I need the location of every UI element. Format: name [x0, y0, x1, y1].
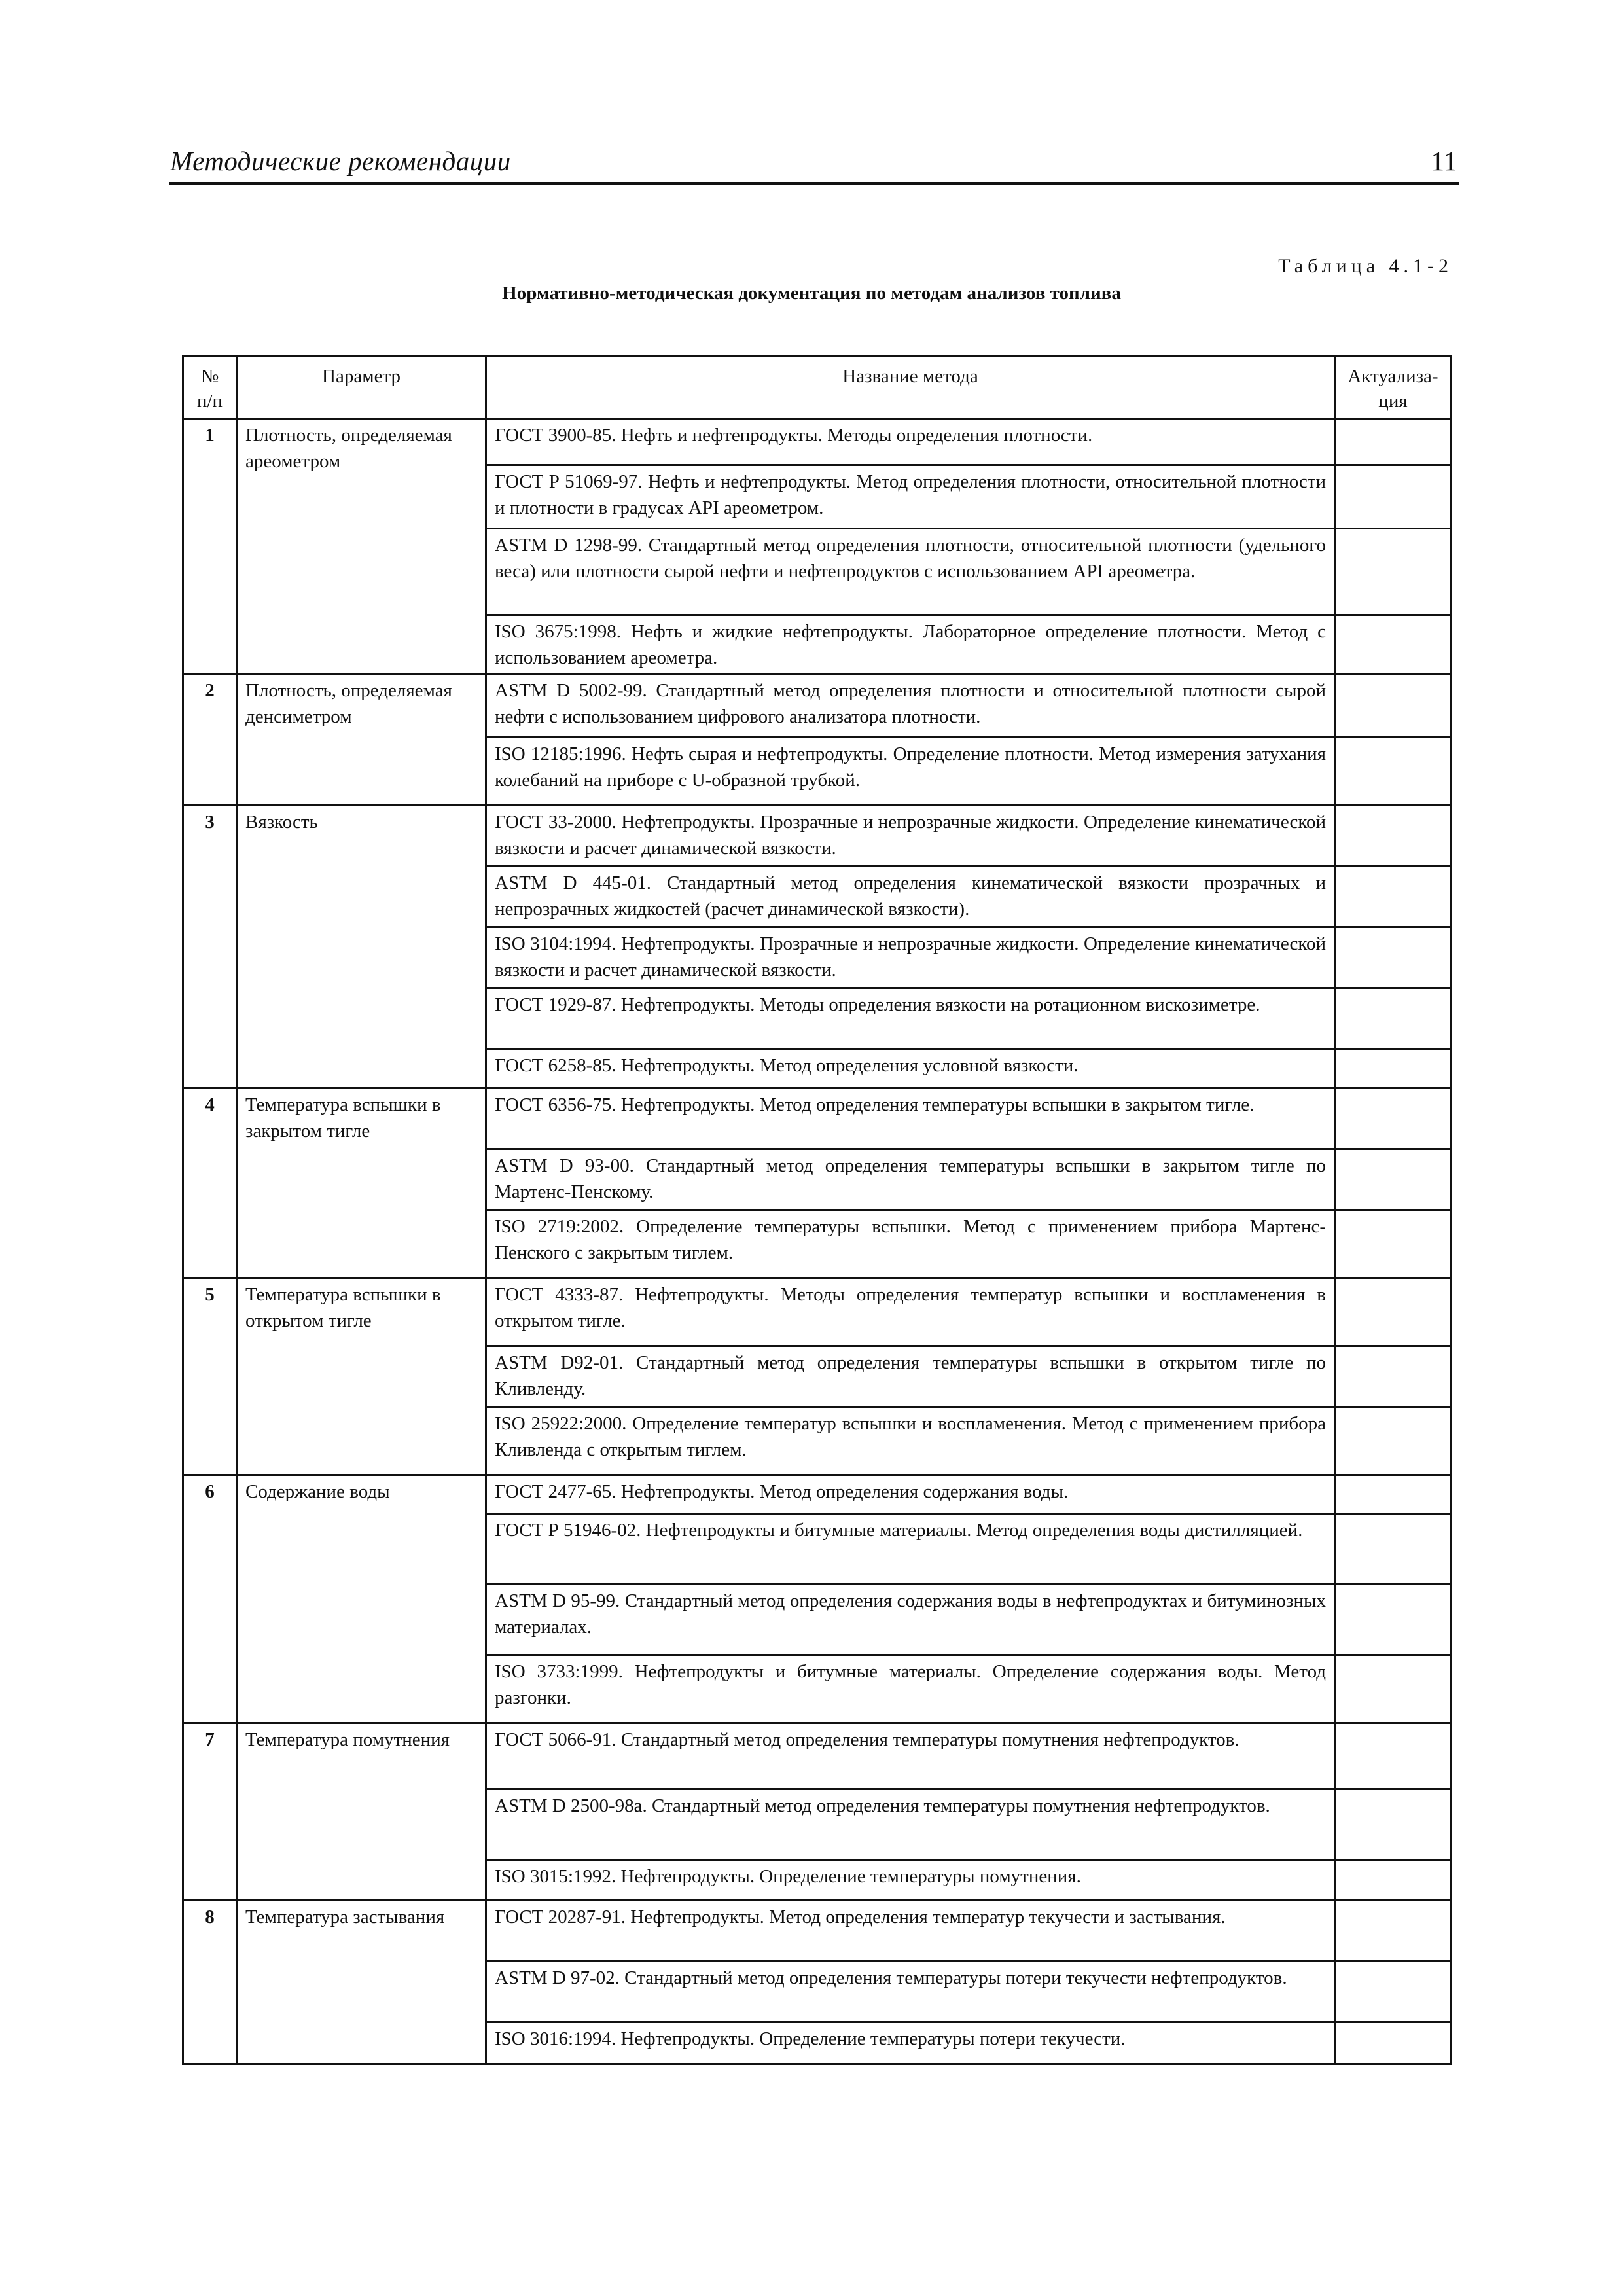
method-cell: ГОСТ 3900-85. Нефть и нефтепродукты. Методы определения плотности.	[486, 419, 1335, 465]
row-number: 3	[183, 806, 237, 1088]
method-cell: ISO 3675:1998. Нефть и жидкие нефтепродукты. Лабораторное определение плотности. Метод с использованием ареометра.	[486, 615, 1335, 674]
actualization-cell	[1335, 738, 1452, 806]
parameter-cell: Плотность, определяемая ареометром	[237, 419, 486, 674]
parameter-cell: Температура застывания	[237, 1901, 486, 2064]
method-cell: ГОСТ 33-2000. Нефтепродукты. Прозрачные и непрозрачные жидкости. Определение кинематической вязкости и расчет динамической вязкости.	[486, 806, 1335, 867]
method-cell: ASTM D 2500-98a. Стандартный метод определения температуры помутнения нефтепродуктов.	[486, 1789, 1335, 1860]
method-cell: ГОСТ 20287-91. Нефтепродукты. Метод определения температур текучести и застывания.	[486, 1901, 1335, 1962]
actualization-cell	[1335, 674, 1452, 738]
row-number: 6	[183, 1475, 237, 1723]
actualization-cell	[1335, 1407, 1452, 1475]
row-number: 7	[183, 1723, 237, 1901]
method-cell: ГОСТ 6258-85. Нефтепродукты. Метод определения условной вязкости.	[486, 1049, 1335, 1088]
actualization-cell	[1335, 806, 1452, 867]
actualization-cell	[1335, 1210, 1452, 1278]
header-actual: Актуализа-ция	[1335, 357, 1452, 419]
actualization-cell	[1335, 419, 1452, 465]
actualization-cell	[1335, 1962, 1452, 2022]
page-header	[169, 139, 1459, 185]
parameter-cell: Температура вспышки в открытом тигле	[237, 1278, 486, 1475]
method-cell: ISO 3104:1994. Нефтепродукты. Прозрачные и непрозрачные жидкости. Определение кинематической вязкости и расчет динамической вязкости.	[486, 927, 1335, 988]
method-cell: ASTM D 5002-99. Стандартный метод определения плотности и относительной плотности сырой нефти с использованием цифрового анализатора плотности.	[486, 674, 1335, 738]
actualization-cell	[1335, 1901, 1452, 1962]
actualization-cell	[1335, 465, 1452, 529]
row-number: 2	[183, 674, 237, 806]
method-cell: ГОСТ 5066-91. Стандартный метод определения температуры помутнения нефтепродуктов.	[486, 1723, 1335, 1789]
method-cell: ISO 3733:1999. Нефтепродукты и битумные материалы. Определение содержания воды. Метод разгонки.	[486, 1655, 1335, 1723]
row-number: 8	[183, 1901, 237, 2064]
header-num: № п/п	[183, 357, 237, 419]
method-cell: ISO 12185:1996. Нефть сырая и нефтепродукты. Определение плотности. Метод измерения затухания колебаний на приборе с U-образной трубкой.	[486, 738, 1335, 806]
method-cell: ISO 3015:1992. Нефтепродукты. Определение температуры помутнения.	[486, 1860, 1335, 1901]
table-row	[183, 1901, 1452, 1962]
actualization-cell	[1335, 867, 1452, 927]
table-row	[183, 419, 1452, 465]
method-cell: ГОСТ 1929-87. Нефтепродукты. Методы определения вязкости на ротационном вискозиметре.	[486, 988, 1335, 1049]
methods-table	[182, 355, 1452, 2065]
parameter-cell: Вязкость	[237, 806, 486, 1088]
parameter-cell: Температура вспышки в закрытом тигле	[237, 1088, 486, 1278]
header-method: Название метода	[486, 357, 1335, 419]
actualization-cell	[1335, 2022, 1452, 2064]
table-body	[183, 419, 1452, 2064]
actualization-cell	[1335, 529, 1452, 615]
header-param: Параметр	[237, 357, 486, 419]
method-cell: ASTM D 97-02. Стандартный метод определения температуры потери текучести нефтепродуктов.	[486, 1962, 1335, 2022]
actualization-cell	[1335, 1860, 1452, 1901]
running-title: Методические рекомендации	[170, 146, 511, 176]
actualization-cell	[1335, 1655, 1452, 1723]
method-cell: ISO 3016:1994. Нефтепродукты. Определение температуры потери текучести.	[486, 2022, 1335, 2064]
table-caption: Нормативно-методическая документация по методам анализов топлива	[502, 283, 1121, 304]
method-cell: ГОСТ Р 51069-97. Нефть и нефтепродукты. Метод определения плотности, относительной плотности и плотности в градусах API ареометром.	[486, 465, 1335, 529]
method-cell: ASTM D92-01. Стандартный метод определения температуры вспышки в открытом тигле по Кливленду.	[486, 1346, 1335, 1407]
table-row	[183, 1723, 1452, 1789]
actualization-cell	[1335, 1149, 1452, 1210]
method-cell: ГОСТ 4333-87. Нефтепродукты. Методы определения температур вспышки и воспламенения в открытом тигле.	[486, 1278, 1335, 1346]
table-row	[183, 1088, 1452, 1149]
actualization-cell	[1335, 615, 1452, 674]
actualization-cell	[1335, 1278, 1452, 1346]
row-number: 5	[183, 1278, 237, 1475]
method-cell: ISO 25922:2000. Определение температур вспышки и воспламенения. Метод с применением прибора Кливленда с открытым тиглем.	[486, 1407, 1335, 1475]
method-cell: ISO 2719:2002. Определение температуры вспышки. Метод с применением прибора Мартенс-Пенского с закрытым тиглем.	[486, 1210, 1335, 1278]
actualization-cell	[1335, 1789, 1452, 1860]
row-number: 4	[183, 1088, 237, 1278]
parameter-cell: Плотность, определяемая денсиметром	[237, 674, 486, 806]
actualization-cell	[1335, 1585, 1452, 1655]
method-cell: ASTM D 1298-99. Стандартный метод определения плотности, относительной плотности (удельного веса) или плотности сырой нефти и нефтепродуктов с использованием API ареометра.	[486, 529, 1335, 615]
method-cell: ГОСТ 6356-75. Нефтепродукты. Метод определения температуры вспышки в закрытом тигле.	[486, 1088, 1335, 1149]
actualization-cell	[1335, 1346, 1452, 1407]
actualization-cell	[1335, 988, 1452, 1049]
table-row	[183, 1475, 1452, 1514]
actualization-cell	[1335, 1723, 1452, 1789]
actualization-cell	[1335, 1088, 1452, 1149]
actualization-cell	[1335, 1475, 1452, 1514]
method-cell: ASTM D 93-00. Стандартный метод определения температуры вспышки в закрытом тигле по Мартенс-Пенскому.	[486, 1149, 1335, 1210]
table-row	[183, 806, 1452, 867]
table-row	[183, 1278, 1452, 1346]
method-cell: ASTM D 95-99. Стандартный метод определения содержания воды в нефтепродуктах и битуминозных материалах.	[486, 1585, 1335, 1655]
parameter-cell: Температура помутнения	[237, 1723, 486, 1901]
table-header-row	[183, 357, 1452, 419]
method-cell: ГОСТ Р 51946-02. Нефтепродукты и битумные материалы. Метод определения воды дистилляцией.	[486, 1514, 1335, 1585]
table-label: Таблица 4.1-2	[1278, 255, 1453, 277]
method-cell: ГОСТ 2477-65. Нефтепродукты. Метод определения содержания воды.	[486, 1475, 1335, 1514]
parameter-cell: Содержание воды	[237, 1475, 486, 1723]
table-row	[183, 674, 1452, 738]
actualization-cell	[1335, 1049, 1452, 1088]
actualization-cell	[1335, 1514, 1452, 1585]
actualization-cell	[1335, 927, 1452, 988]
row-number: 1	[183, 419, 237, 674]
method-cell: ASTM D 445-01. Стандартный метод определения кинематической вязкости прозрачных и непрозрачных жидкостей (расчет динамической вязкости).	[486, 867, 1335, 927]
page-number: 11	[1431, 146, 1457, 176]
